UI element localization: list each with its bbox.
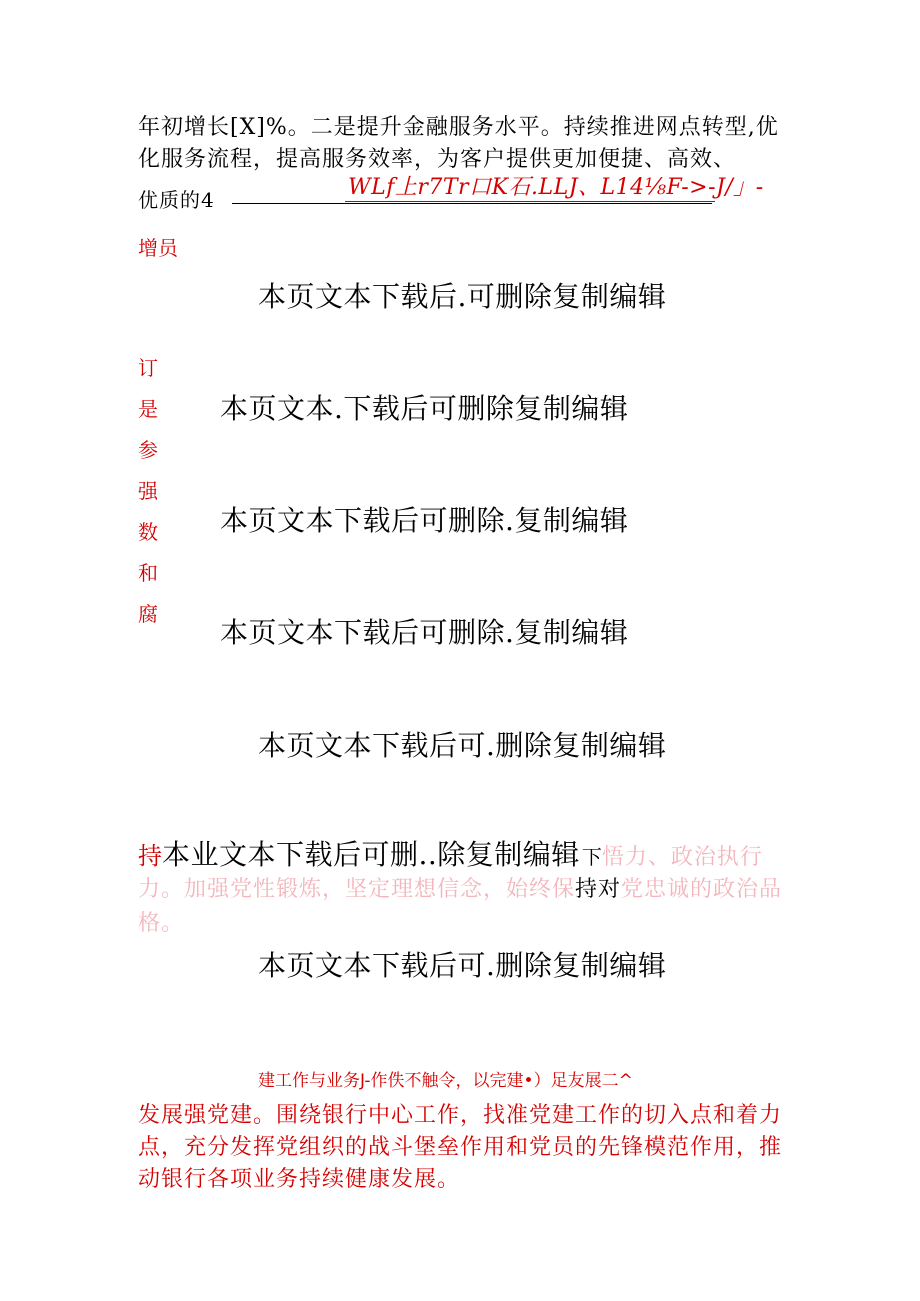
mixed-pink-tail: 悟力、政治执行: [601, 845, 763, 870]
vertical-char: 腐: [138, 602, 158, 626]
watermark-5: 本页文本下载后可.删除复制编辑: [258, 729, 667, 762]
underline-rule: [232, 203, 712, 204]
closing-line-3: 动银行各项业务持续健康发展。: [138, 1167, 461, 1192]
red-label: 增员: [138, 236, 178, 260]
watermark-3: 本页文本下载后可删除.复制编辑: [220, 504, 629, 537]
vertical-red-column: [138, 352, 164, 639]
watermark-6: 本页文本下载后可.删除复制编辑: [258, 949, 667, 982]
vertical-char: 和: [138, 561, 158, 585]
intro-line-1: 年初增长[X]%。二是提升金融服务水平。持续推进网点转型,优: [138, 115, 779, 140]
vertical-char: 参: [138, 438, 158, 462]
closing-line-1: 发展强党建。围绕银行中心工作，找准党建工作的切入点和着力: [138, 1103, 783, 1128]
intro-line-3: 优质的4: [138, 188, 215, 212]
mixed-red-prefix: 持: [138, 842, 162, 870]
pink-segment-a: 力。加强党性锻炼，坚定理想信念，始终保: [138, 877, 576, 902]
pink-line-1: [138, 874, 782, 906]
pink-segment-c: 党忠诚的政治品: [621, 877, 783, 902]
vertical-char: 数: [138, 520, 158, 544]
small-red-line: 建工作与业务J-作佚不触令，以完建•）足友展二^: [258, 1071, 633, 1091]
watermark-4: 本页文本下载后可删除.复制编辑: [220, 616, 629, 649]
vertical-char: 强: [138, 479, 158, 503]
closing-line-2: 点，充分发挥党组织的战斗堡垒作用和党员的先锋模范作用，推: [138, 1135, 783, 1160]
mixed-line: [138, 833, 763, 869]
mixed-watermark: 本业文本下载后可删..除复制编辑: [162, 838, 580, 871]
pink-segment-b: 持对: [575, 877, 622, 902]
watermark-2: 本页文本.下载后可删除复制编辑: [220, 392, 629, 425]
underline-rule-red: [345, 201, 715, 202]
vertical-char: 订: [138, 356, 158, 380]
vertical-char: 是: [138, 397, 158, 421]
intro-line-2: 化服务流程，提高服务效率，为客户提供更加便捷、高效、: [138, 147, 737, 172]
watermark-1: 本页文本下载后.可删除复制编辑: [258, 280, 667, 313]
pink-line-2: 格。: [138, 911, 185, 936]
garbled-red-text: WLf上r7Tr口K石.LLJ、L14⅛F->-J/」-: [348, 175, 764, 200]
mixed-small-black: 下: [581, 845, 602, 869]
